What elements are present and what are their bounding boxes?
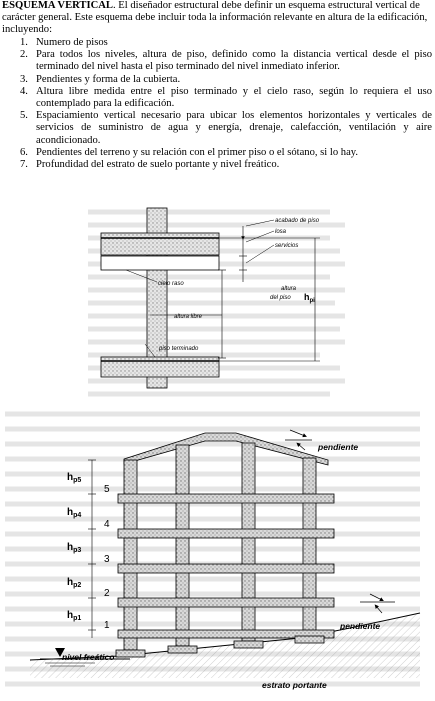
item-text: Profundidad del estrato de suelo portante y nivel freático. <box>36 159 280 171</box>
slab-level-3 <box>118 564 334 573</box>
altura-libre-label: altura libre <box>174 314 203 320</box>
floor-number: 1 <box>104 620 110 631</box>
floor-number: 2 <box>104 588 110 599</box>
item-text: Espaciamiento vertical necesario para ubicar los elementos horizontales y verticales de servicios de suministro de agua y energía, drenaje, calefacción, ventilación y aire acondicionado. <box>36 110 432 146</box>
item-number: 3. <box>20 73 28 85</box>
item-number: 2. <box>20 49 28 61</box>
upper-slab <box>101 233 219 255</box>
section-heading: ESQUEMA VERTICAL <box>2 0 113 11</box>
roof-slope-indicator <box>285 430 312 450</box>
footing <box>116 650 145 657</box>
intro-paragraph <box>2 0 432 37</box>
item-number: 4. <box>20 85 28 97</box>
lower-slab <box>101 357 219 377</box>
list-item <box>2 49 432 73</box>
list-item <box>2 37 432 49</box>
item-text: Altura libre medida entre el piso terminado y el cielo raso, según lo requiera el uso contemplado para la edificación. <box>36 85 432 110</box>
column-mid-left <box>176 445 189 646</box>
ground-slope-label: pendiente <box>340 621 381 631</box>
floor-height-label: $h_{p5}$ <box>67 472 82 484</box>
floor-number: 5 <box>104 484 110 495</box>
slab-level-4 <box>118 529 334 538</box>
losa-label: losa <box>275 229 287 235</box>
item-number: 7. <box>20 159 28 171</box>
requirements-list <box>2 37 432 171</box>
bearing-stratum-label: estrato portante <box>262 680 327 690</box>
hpi-label: $h_{pi}$ <box>304 292 315 304</box>
floor-height-label: $h_{p1}$ <box>67 610 82 622</box>
intro-text: . El diseñador estructural debe definir un esquema estructural vertical de carácter general. Este esquema debe incluir toda la información relevante en altura de la edificación, incluyendo: <box>2 0 428 36</box>
list-item <box>2 74 432 86</box>
building-vertical-scheme <box>0 408 435 701</box>
slab-level-2 <box>118 598 334 607</box>
roof-slope-label: pendiente <box>318 442 359 452</box>
piso-terminado-label: piso terminado <box>159 346 199 352</box>
floor-height-label: $h_{p4}$ <box>67 507 82 519</box>
floor-height-label: $h_{p2}$ <box>67 577 82 589</box>
floor-section-detail <box>0 198 435 403</box>
footing <box>234 641 263 648</box>
item-number: 6. <box>20 146 28 158</box>
slab-level-5 <box>118 494 334 503</box>
list-item <box>2 86 432 110</box>
list-item <box>2 159 432 171</box>
item-text: Pendientes y forma de la cubierta. <box>36 73 181 85</box>
water-table-label: nivel freático <box>62 652 115 662</box>
column-right <box>303 458 316 636</box>
column-left <box>124 460 137 650</box>
item-text: Pendientes del terreno y su relación con el primer piso o el sótano, si lo hay. <box>36 146 359 158</box>
service-zone <box>101 256 219 270</box>
item-text: Numero de pisos <box>36 37 108 48</box>
footing <box>295 636 324 643</box>
servicios-label: servicios <box>275 243 299 249</box>
floor-number: 3 <box>104 554 110 565</box>
cielo-raso-label: cielo raso <box>158 281 184 287</box>
floor-number: 4 <box>104 519 110 530</box>
altura-piso-label-2: del piso <box>270 295 291 301</box>
floor-height-label: $h_{p3}$ <box>67 542 82 554</box>
list-item <box>2 147 432 159</box>
item-number: 1. <box>20 37 28 48</box>
item-number: 5. <box>20 110 28 122</box>
list-item <box>2 110 432 147</box>
altura-piso-label-1: altura <box>281 286 297 292</box>
footing <box>168 646 197 653</box>
acabado-label: acabado de piso <box>275 218 320 224</box>
item-text: Para todos los niveles, altura de piso, definido como la distancia vertical desde el piso terminado del nivel hasta el piso terminado del nivel inmediato inferior. <box>36 49 432 73</box>
column-mid-right <box>242 443 255 641</box>
